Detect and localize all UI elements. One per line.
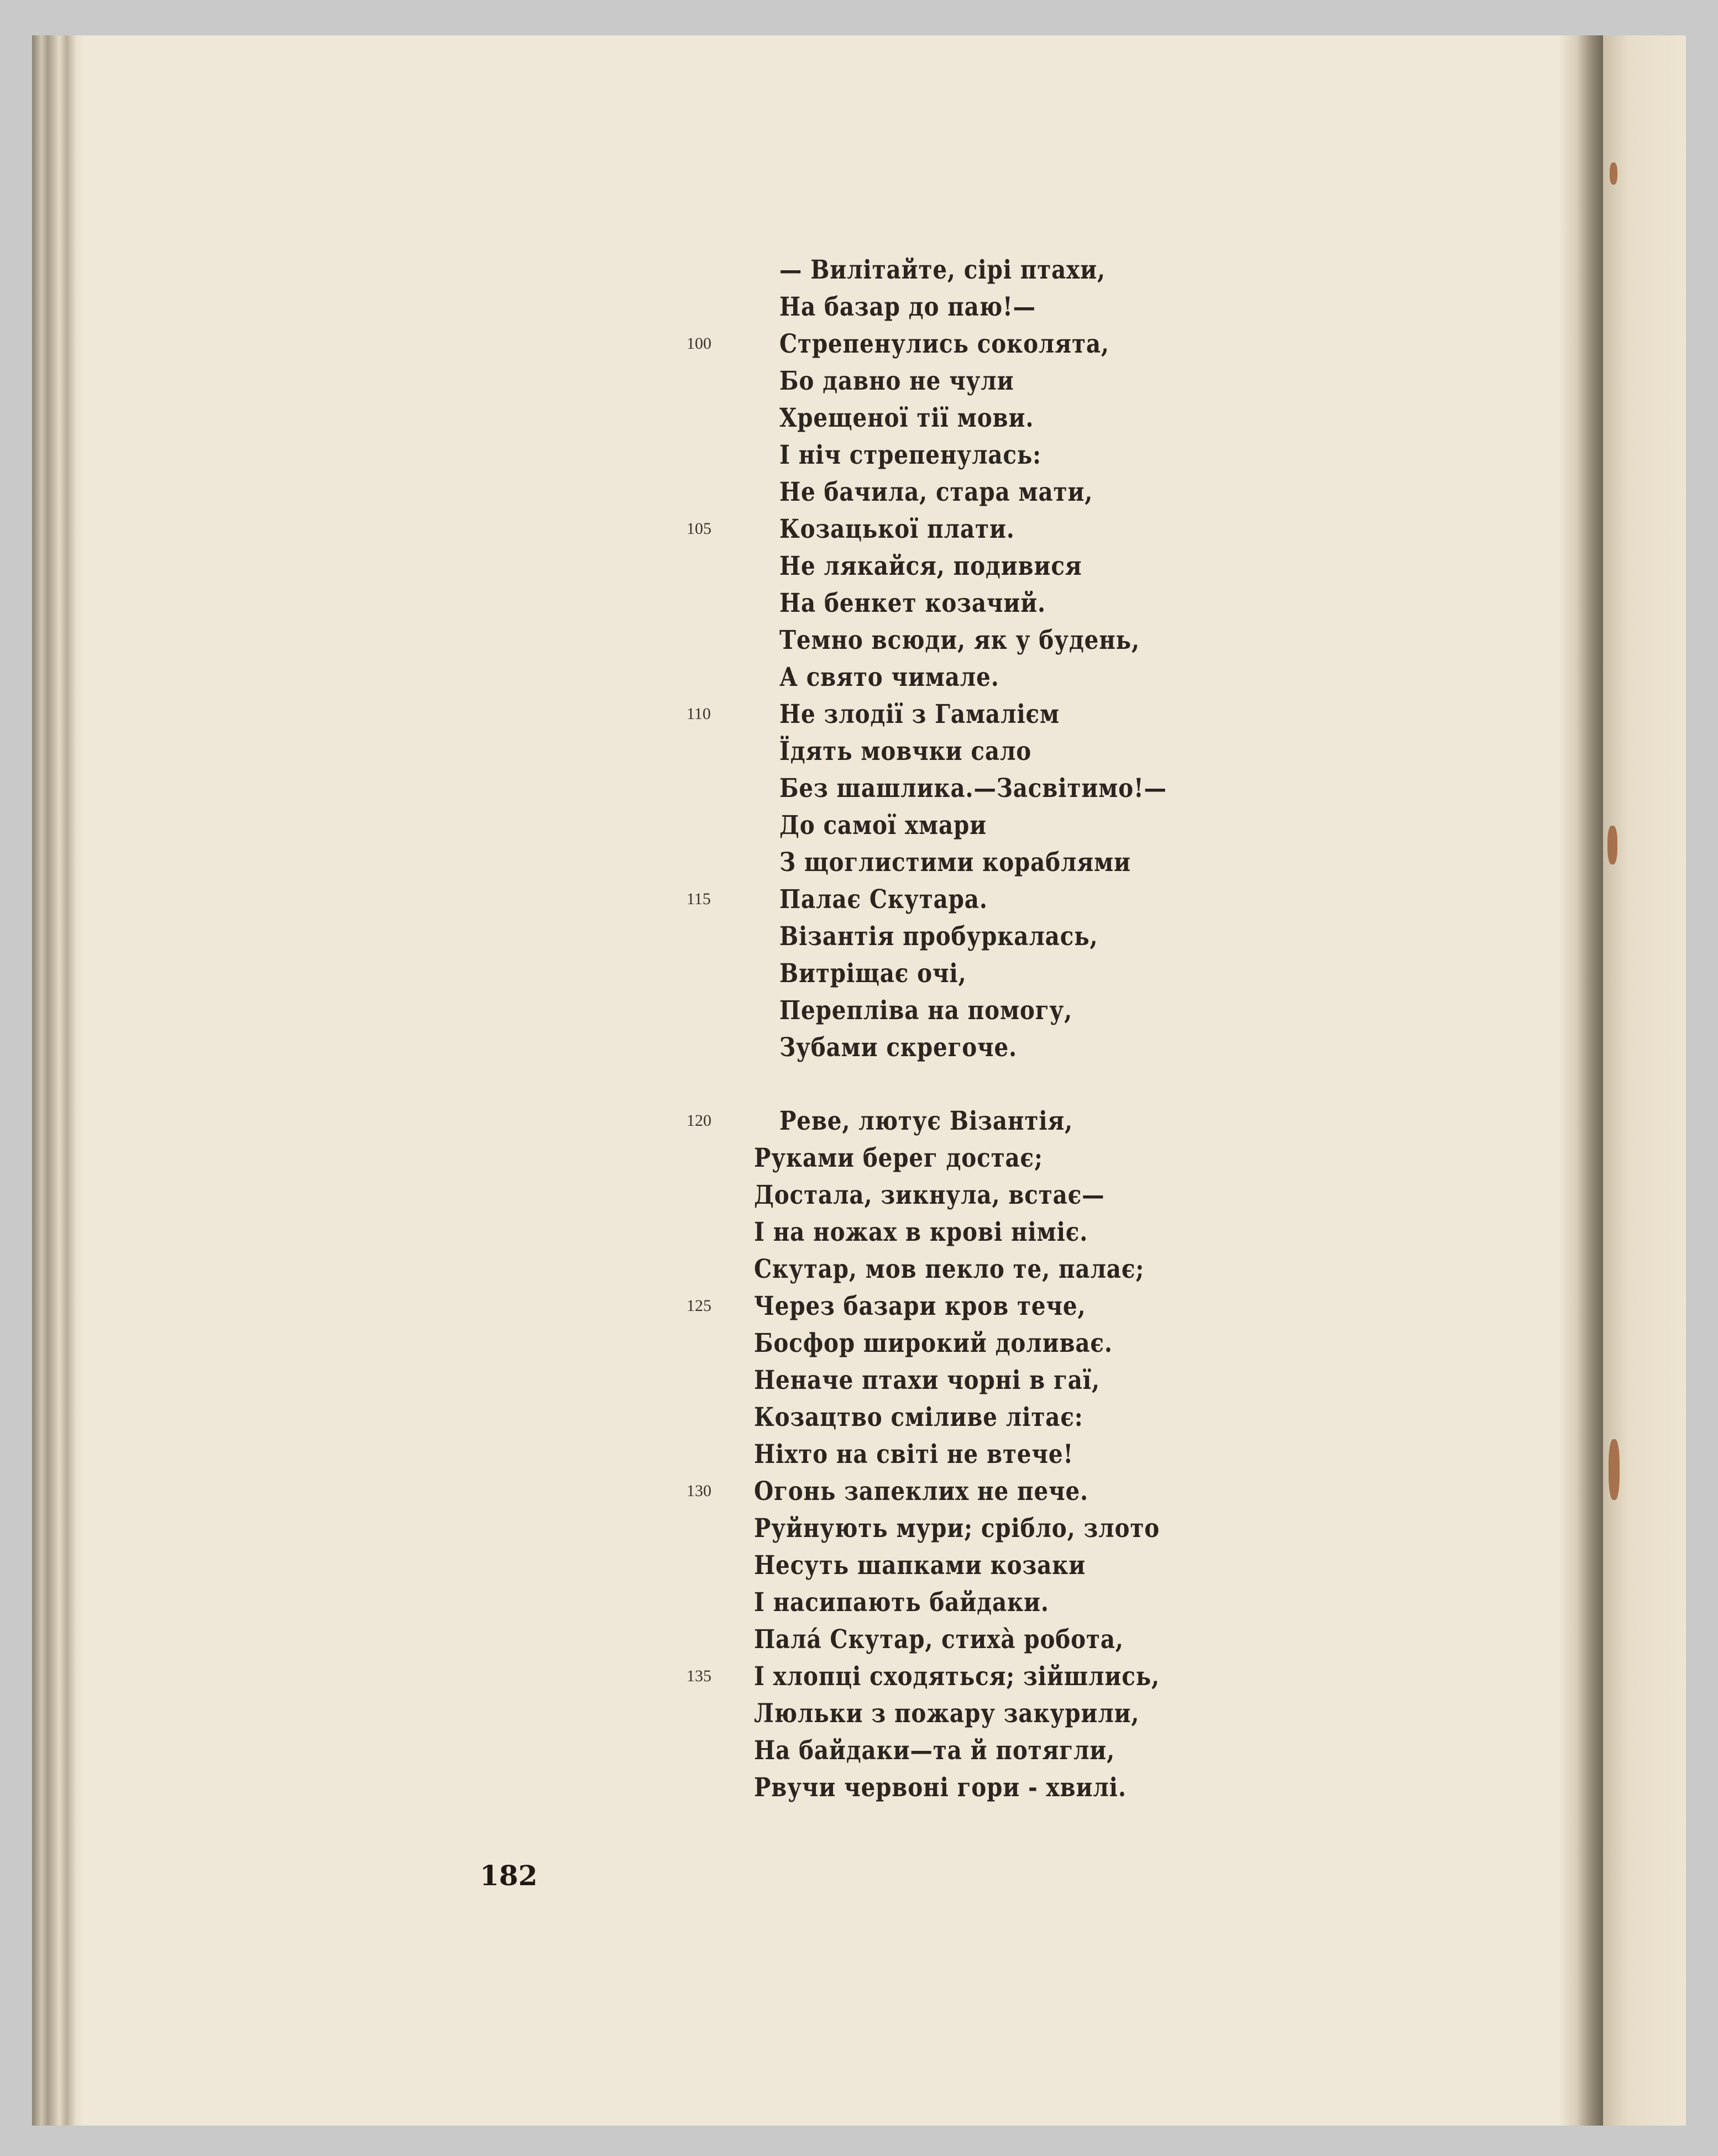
line-number: 115 (687, 890, 711, 908)
poem-line: Неначе птахи чорні в гаї, (754, 1365, 1100, 1396)
poem-line: І на ножах в крові німіє. (754, 1217, 1088, 1247)
poem-line: Козацької плати. (779, 514, 1015, 544)
poem-line: Витріщає очі, (779, 958, 967, 989)
poem-line: Ніхто на світі не втече! (754, 1439, 1074, 1470)
poem-line: І насипають байдаки. (754, 1587, 1049, 1618)
poem-line: Хрещеної тії мови. (779, 403, 1034, 433)
poem-line: На базар до паю!— (779, 292, 1036, 322)
poem-line: Несуть шапками козаки (754, 1550, 1086, 1581)
poem-line: Їдять мовчки сало (779, 736, 1032, 767)
facing-page-edge (1603, 35, 1686, 2126)
page-number: 182 (480, 1859, 538, 1892)
line-number: 100 (687, 334, 711, 353)
poem-line: Не лякайся, подивися (779, 551, 1082, 581)
line-number: 120 (687, 1111, 711, 1130)
poem-line: Перепліва на помогу, (779, 995, 1073, 1026)
poem-line: І ніч стрепенулась: (779, 440, 1041, 470)
book-edge-left (32, 35, 85, 2126)
poem-line: Через базари кров тече, (754, 1291, 1086, 1321)
poem-line: Скутар, мов пекло те, палає; (754, 1254, 1145, 1284)
poem-line: Босфор широкий доливає. (754, 1328, 1113, 1358)
line-number: 130 (687, 1482, 711, 1500)
poem-line: — Вилітайте, сірі птахи, (779, 255, 1106, 285)
poem-line: Темно всюди, як у будень, (779, 625, 1140, 655)
line-number: 135 (687, 1667, 711, 1685)
poem-line: Рвучи червоні гори - хвилі. (754, 1772, 1127, 1803)
poem-line: Не злодії з Гамалієм (779, 699, 1060, 730)
stain-mark (1607, 826, 1617, 864)
poem-line: Огонь запеклих не пече. (754, 1476, 1088, 1507)
poem-line: На байдаки—та й потягли, (754, 1735, 1115, 1766)
poem-line: А свято чимале. (779, 662, 999, 693)
poem-line: Пала́ Скутар, стиха̀ робота, (754, 1624, 1124, 1655)
page-gutter (1559, 35, 1603, 2126)
poem-line: До самої хмари (779, 810, 987, 841)
poem-line: Руйнують мури; срібло, злото (754, 1513, 1160, 1544)
poem-line: Без шашлика.—Засвітимо!— (779, 773, 1167, 804)
poem-line: Люльки з пожару закурили, (754, 1698, 1140, 1729)
poem-line: І хлопці сходяться; зійшлись, (754, 1661, 1160, 1692)
poem-line: Палає Скутара. (779, 884, 988, 915)
scanned-page (32, 35, 1686, 2126)
poem-line: Бо давно не чули (779, 366, 1014, 396)
line-number: 105 (687, 520, 711, 538)
line-number: 110 (687, 705, 711, 723)
poem-line: На бенкет козачий. (779, 588, 1046, 618)
poem-line: Не бачила, стара мати, (779, 477, 1093, 507)
stain-mark (1609, 1439, 1620, 1500)
poem-line: Зубами скрегоче. (779, 1032, 1017, 1063)
poem-line: З щоглистими кораблями (779, 847, 1131, 878)
poem-line: Достала, зикнула, встає— (754, 1180, 1105, 1210)
poem-line: Стрепенулись соколята, (779, 329, 1109, 359)
line-number: 125 (687, 1297, 711, 1315)
poem-line: Візантія пробуркалась, (779, 921, 1098, 952)
stain-mark (1610, 162, 1617, 185)
poem-line: Козацтво сміливе літає: (754, 1402, 1083, 1433)
poem-line: Руками берег достає; (754, 1143, 1043, 1173)
poem-line: Реве, лютує Візантія, (779, 1106, 1073, 1136)
